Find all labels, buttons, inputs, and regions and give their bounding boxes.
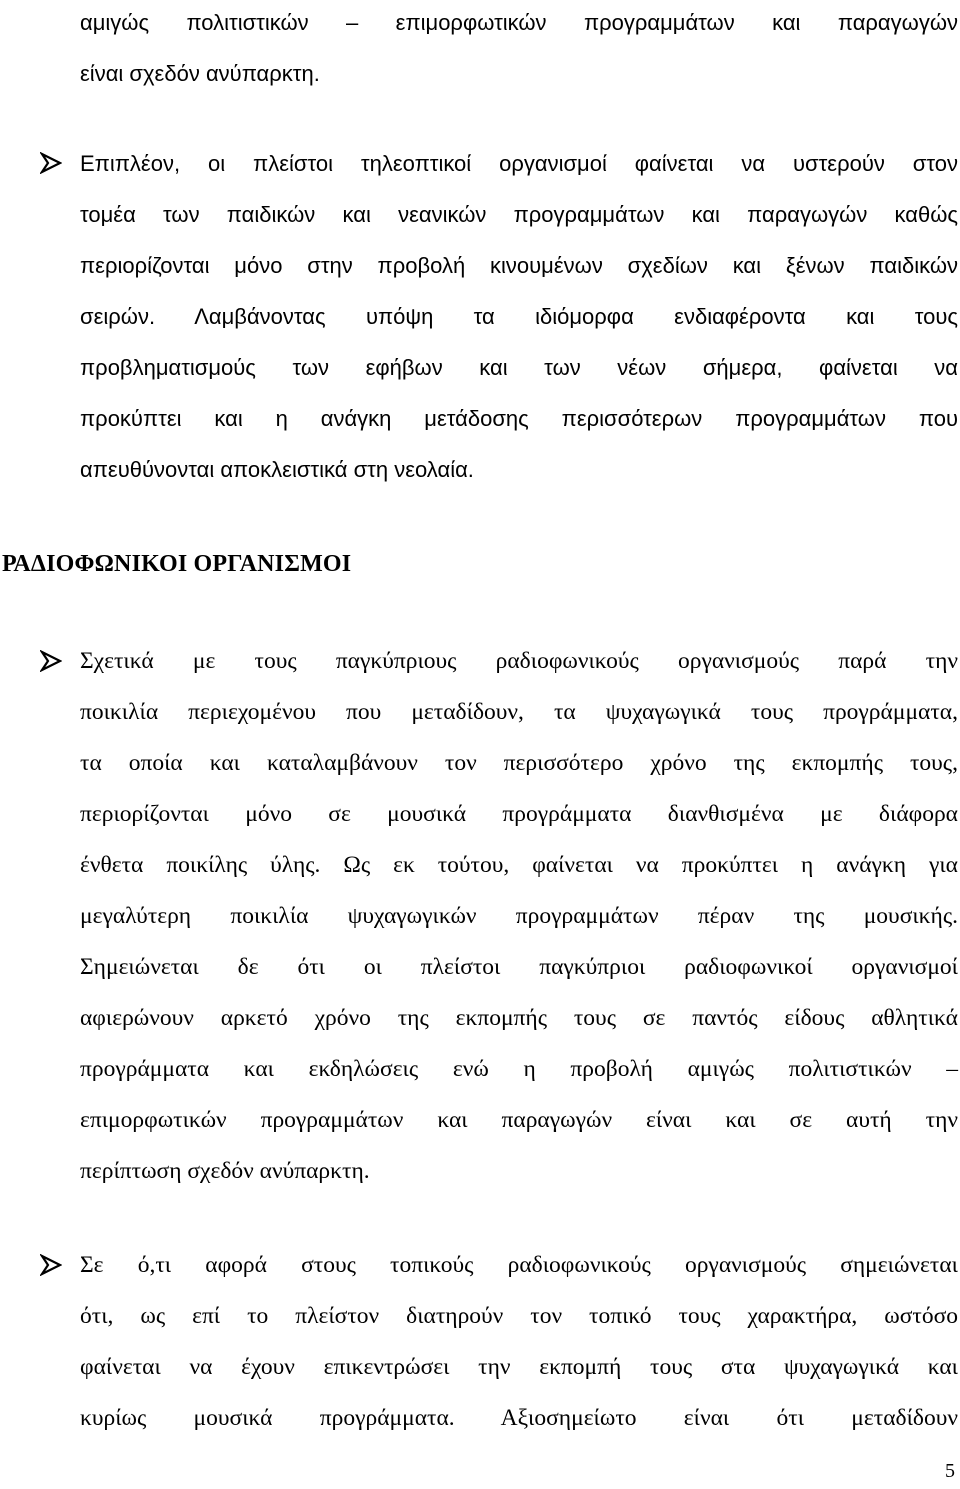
text-line: ποικιλία περιεχομένου που μεταδίδουν, τα ψυχαγωγικά τους προγράμματα, xyxy=(80,699,958,725)
text-line: αφιερώνουν αρκετό χρόνο της εκπομπής τους σε παντός είδους αθλητικά xyxy=(80,1005,958,1031)
text-line: Επιπλέον, οι πλείστοι τηλεοπτικοί οργανισμοί φαίνεται να υστερούν στον xyxy=(80,151,958,176)
text-line: προγράμματα και εκδηλώσεις ενώ η προβολή αμιγώς πολιτιστικών – xyxy=(80,1056,958,1082)
text-line: είναι σχεδόν ανύπαρκτη. xyxy=(80,61,320,86)
text-line: απευθύνονται αποκλειστικά στη νεολαία. xyxy=(80,457,474,482)
local-radio-paragraph xyxy=(80,1240,958,1444)
arrow-bullet-icon xyxy=(40,1254,62,1276)
text-line: Σημειώνεται δε ότι οι πλείστοι παγκύπριοι ραδιοφωνικοί οργανισμοί xyxy=(80,954,958,980)
text-line: Σχετικά με τους παγκύπριους ραδιοφωνικούς οργανισμούς παρά την xyxy=(80,648,958,674)
page-number: 5 xyxy=(945,1460,955,1482)
arrow-bullet-icon xyxy=(40,152,62,174)
text-line: ένθετα ποικίλης ύλης. Ως εκ τούτου, φαίνεται να προκύπτει η ανάγκη για xyxy=(80,852,958,878)
intro-paragraph xyxy=(80,0,958,99)
text-line: προκύπτει και η ανάγκη μετάδοσης περισσότερων προγραμμάτων που xyxy=(80,406,958,431)
text-line: Σε ό,τι αφορά στους τοπικούς ραδιοφωνικούς οργανισμούς σημειώνεται xyxy=(80,1252,958,1278)
text-line: τα οποία και καταλαμβάνουν τον περισσότερο χρόνο της εκπομπής τους, xyxy=(80,750,958,776)
text-line: αμιγώς πολιτιστικών – επιμορφωτικών προγραμμάτων και παραγωγών xyxy=(80,10,958,35)
section-heading: ΡΑΔΙΟΦΩΝΙΚΟΙ ΟΡΓΑΝΙΣΜΟΙ xyxy=(2,551,352,577)
text-line: κυρίως μουσικά προγράμματα. Αξιοσημείωτο είναι ότι μεταδίδουν xyxy=(80,1405,958,1431)
text-line: σειρών. Λαμβάνοντας υπόψη τα ιδιόμορφα ενδιαφέροντα και τους xyxy=(80,304,958,329)
text-line: ότι, ως επί το πλείστον διατηρούν τον τοπικό τους χαρακτήρα, ωστόσο xyxy=(80,1303,958,1329)
text-line: μεγαλύτερη ποικιλία ψυχαγωγικών προγραμμάτων πέραν της μουσικής. xyxy=(80,903,958,929)
arrow-bullet-icon xyxy=(40,650,62,672)
text-line: φαίνεται να έχουν επικεντρώσει την εκπομπή τους στα ψυχαγωγικά και xyxy=(80,1354,958,1380)
text-line: τομέα των παιδικών και νεανικών προγραμμάτων και παραγωγών καθώς xyxy=(80,202,958,227)
text-line: προβληματισμούς των εφήβων και των νέων σήμερα, φαίνεται να xyxy=(80,355,958,380)
text-line: περιορίζονται μόνο σε μουσικά προγράμματα διανθισμένα με διάφορα xyxy=(80,801,958,827)
text-line: επιμορφωτικών προγραμμάτων και παραγωγών είναι και σε αυτή την xyxy=(80,1107,958,1133)
text-line: περίπτωση σχεδόν ανύπαρκτη. xyxy=(80,1158,370,1184)
national-radio-paragraph xyxy=(80,636,958,1197)
tv-paragraph xyxy=(80,138,958,495)
text-line: περιορίζονται μόνο στην προβολή κινουμένων σχεδίων και ξένων παιδικών xyxy=(80,253,958,278)
